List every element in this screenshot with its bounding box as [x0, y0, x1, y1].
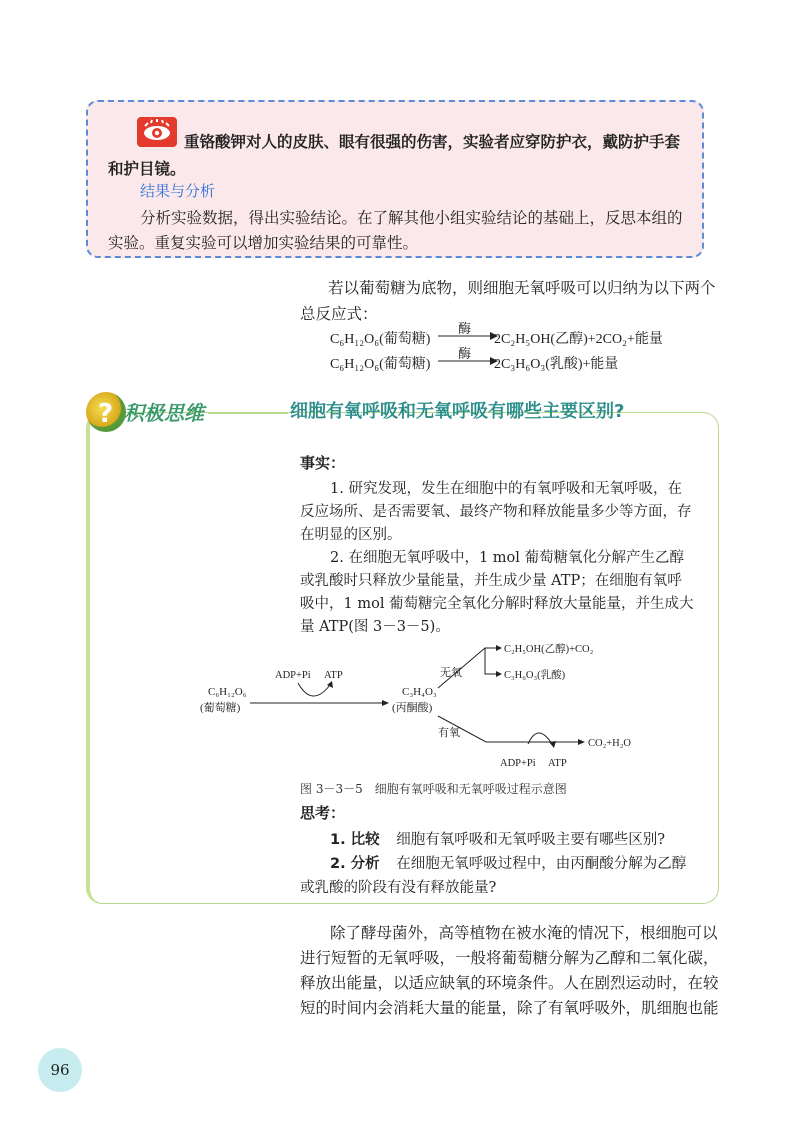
equation2-right: 2C₃H₆O₃(乳酸)+能量: [494, 357, 619, 372]
figure-caption: 图 3－3－5 细胞有氧呼吸和无氧呼吸过程示意图: [300, 782, 567, 796]
question2-label: 2. 分析: [330, 856, 380, 872]
facts-heading: 事实：: [300, 454, 346, 472]
diagram-aerobic-arrowhead: [578, 739, 585, 745]
diagram-atp1: ATP: [324, 670, 343, 681]
fact1-line2: 反应场所、是否需要氧、最终产物和释放能量多少等方面，存: [300, 504, 692, 520]
thinking-question: 细胞有氧呼吸和无氧呼吸有哪些主要区别?: [290, 401, 625, 422]
intro-line1: 若以葡萄糖为底物，则细胞无氧呼吸可以归纳为以下两个: [328, 279, 716, 297]
diagram-product-lactate: C₃H₆O₃(乳酸): [504, 670, 566, 681]
diagram-pyruvate-name: (丙酮酸): [392, 702, 433, 714]
think-heading: 思考：: [300, 804, 346, 822]
results-text-line1: 分析实验数据，得出实验结论。在了解其他小组实验结论的基础上，反思本组的: [140, 209, 683, 227]
diagram-ethanol-arrowhead: [496, 645, 502, 651]
body-line2: 进行短暂的无氧呼吸，一般将葡萄糖分解为乙醇和二氧化碳，: [300, 949, 719, 967]
question1-label: 1. 比较: [330, 832, 380, 848]
diagram-adp2: ADP+Pi: [500, 758, 536, 769]
diagram-lactate-branch: [485, 648, 496, 674]
diagram-pyruvate: C₃H₄O₃: [402, 686, 437, 698]
equation1-right: 2C₂H₅OH(乙醇)+2CO₂+能量: [494, 332, 663, 347]
body-line4: 短的时间内会消耗大量的能量，除了有氧呼吸外，肌细胞也能: [300, 999, 719, 1017]
fact1-line3: 在明显的区别。: [300, 527, 402, 543]
body-line1: 除了酵母菌外，高等植物在被水淹的情况下，根细胞可以: [330, 924, 718, 942]
question2-line2: 或乳酸的阶段有没有释放能量?: [300, 880, 497, 896]
eye-warning-icon: [137, 117, 177, 147]
fact2-line4: 量 ATP(图 3－3－5)。: [300, 619, 450, 635]
diagram-product-ethanol: C₂H₅OH(乙醇)+CO₂: [504, 644, 594, 655]
warning-text-line1: 重铬酸钾对人的皮肤、眼有很强的伤害，实验者应穿防护衣，戴防护手套: [184, 133, 681, 151]
diagram-atp2: ATP: [548, 758, 567, 769]
diagram-anaerobic-label: 无氧: [440, 667, 462, 679]
warning-text-line2: 和护目镜。: [108, 160, 186, 178]
thinking-label: 积极思维: [124, 401, 204, 425]
intro-line2: 总反应式：: [300, 305, 378, 323]
question2: [330, 852, 686, 873]
equation1-arrow: [438, 330, 498, 342]
equation2-enzyme: 酶: [458, 346, 472, 361]
respiration-diagram: [190, 640, 660, 775]
page-number: 96: [38, 1048, 82, 1092]
diagram-product-aerobic: CO₂+H₂O: [588, 738, 631, 749]
svg-text:?: ?: [98, 399, 114, 429]
question1-text: 细胞有氧呼吸和无氧呼吸主要有哪些区别?: [396, 832, 666, 848]
results-heading: 结果与分析: [140, 182, 216, 200]
equation1-left: C₆H₁₂O₆(葡萄糖): [330, 332, 431, 347]
diagram-main-arrowhead: [382, 700, 389, 706]
question2-text: 在细胞无氧呼吸过程中，由丙酮酸分解为乙醇: [396, 856, 687, 872]
diagram-glucose-name: (葡萄糖): [200, 702, 241, 714]
equation1-enzyme: 酶: [458, 321, 472, 336]
diagram-lactate-arrowhead: [496, 671, 502, 677]
diagram-atp1-curve: [298, 683, 330, 696]
equation2-left: C₆H₁₂O₆(葡萄糖): [330, 357, 431, 372]
diagram-atp2-arrowhead: [549, 741, 556, 748]
question1: [330, 828, 665, 849]
diagram-glucose: C₆H₁₂O₆: [208, 686, 247, 698]
question-mark-icon: [86, 392, 126, 432]
diagram-adp1: ADP+Pi: [275, 670, 311, 681]
results-text-line2: 实验。重复实验可以增加实验结果的可靠性。: [108, 234, 419, 252]
fact2-line2: 或乳酸时只释放少量能量，并生成少量 ATP；在细胞有氧呼: [300, 573, 682, 589]
diagram-aerobic-label: 有氧: [438, 727, 460, 739]
body-line3: 释放出能量，以适应缺氧的环境条件。人在剧烈运动时，在较: [300, 974, 719, 992]
fact2-line1: 2. 在细胞无氧呼吸中，1 mol 葡萄糖氧化分解产生乙醇: [330, 550, 685, 566]
fact2-line3: 吸中，1 mol 葡萄糖完全氧化分解时释放大量能量，并生成大: [300, 596, 694, 612]
equation2-arrow: [438, 355, 498, 367]
thinking-divider: [208, 412, 288, 414]
fact1-line1: 1. 研究发现，发生在细胞中的有氧呼吸和无氧呼吸，在: [330, 481, 682, 497]
